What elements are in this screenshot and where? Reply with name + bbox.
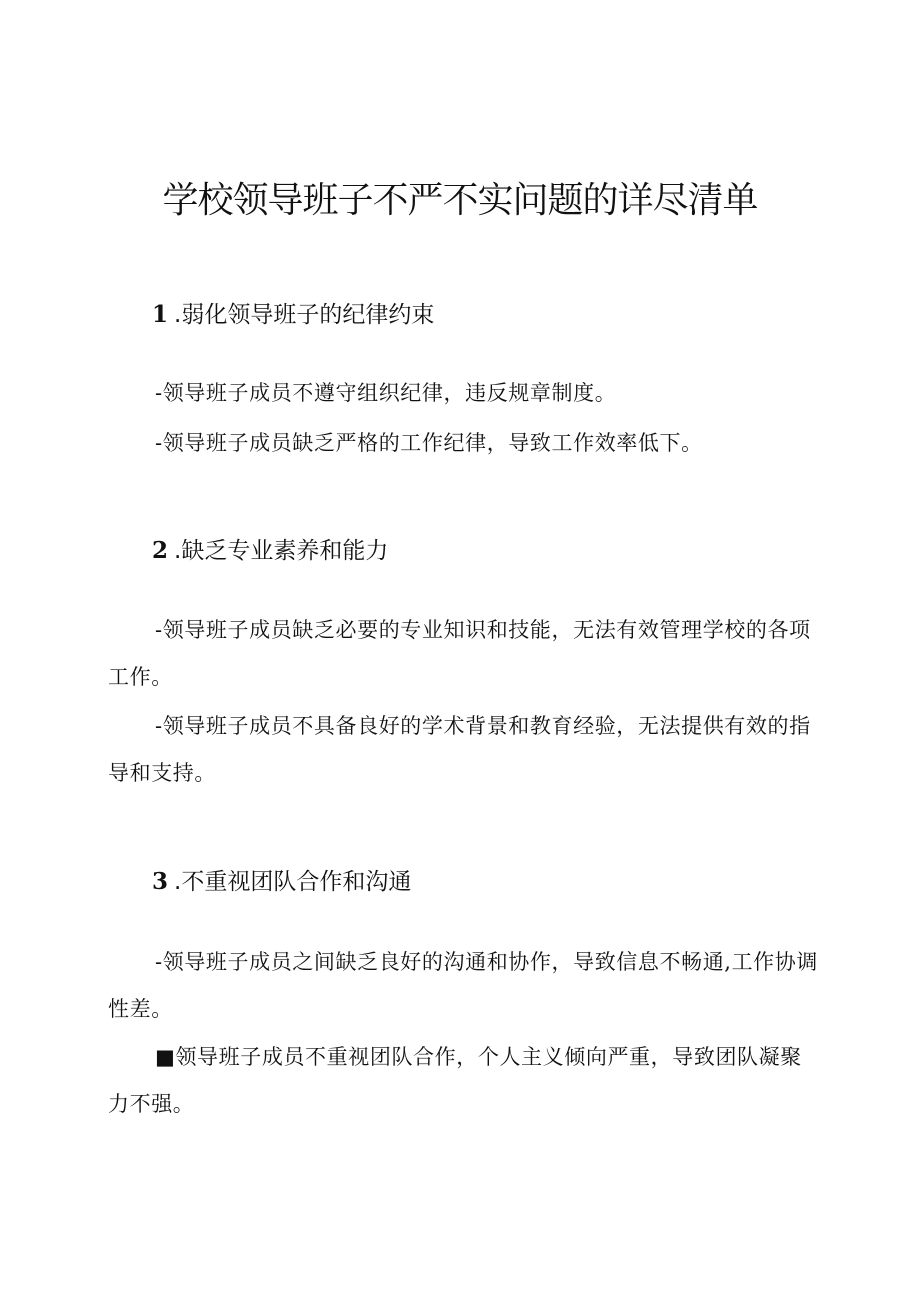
section-1-item-1: -领导班子成员不遵守组织纪律，违反规章制度。 <box>155 381 617 405</box>
section-number: 1 <box>152 301 169 328</box>
section-heading-1 <box>152 299 434 331</box>
section-1-item-2: -领导班子成员缺乏严格的工作纪律，导致工作效率低下。 <box>155 431 703 455</box>
section-3-item-2: ■领导班子成员不重视团队合作，个人主义倾向严重，导致团队凝聚力不强。 <box>108 1045 802 1116</box>
section-heading-3 <box>152 866 411 898</box>
section-number: 2 <box>152 537 169 564</box>
document-title: 学校领导班子不严不实问题的详尽清单 <box>162 180 758 221</box>
section-2-item-2: -领导班子成员不具备良好的学术背景和教育经验，无法提供有效的指导和支持。 <box>108 714 811 785</box>
section-heading-text: .不重视团队合作和沟通 <box>174 869 412 895</box>
section-heading-text: .弱化领导班子的纪律约束 <box>174 302 435 328</box>
section-3-item-1: -领导班子成员之间缺乏良好的沟通和协作，导致信息不畅通,工作协调性差。 <box>108 950 818 1021</box>
section-heading-2 <box>152 535 388 567</box>
section-number: 3 <box>152 868 169 895</box>
section-heading-text: .缺乏专业素养和能力 <box>174 538 389 564</box>
section-2-item-1: -领导班子成员缺乏必要的专业知识和技能，无法有效管理学校的各项工作。 <box>108 618 811 689</box>
